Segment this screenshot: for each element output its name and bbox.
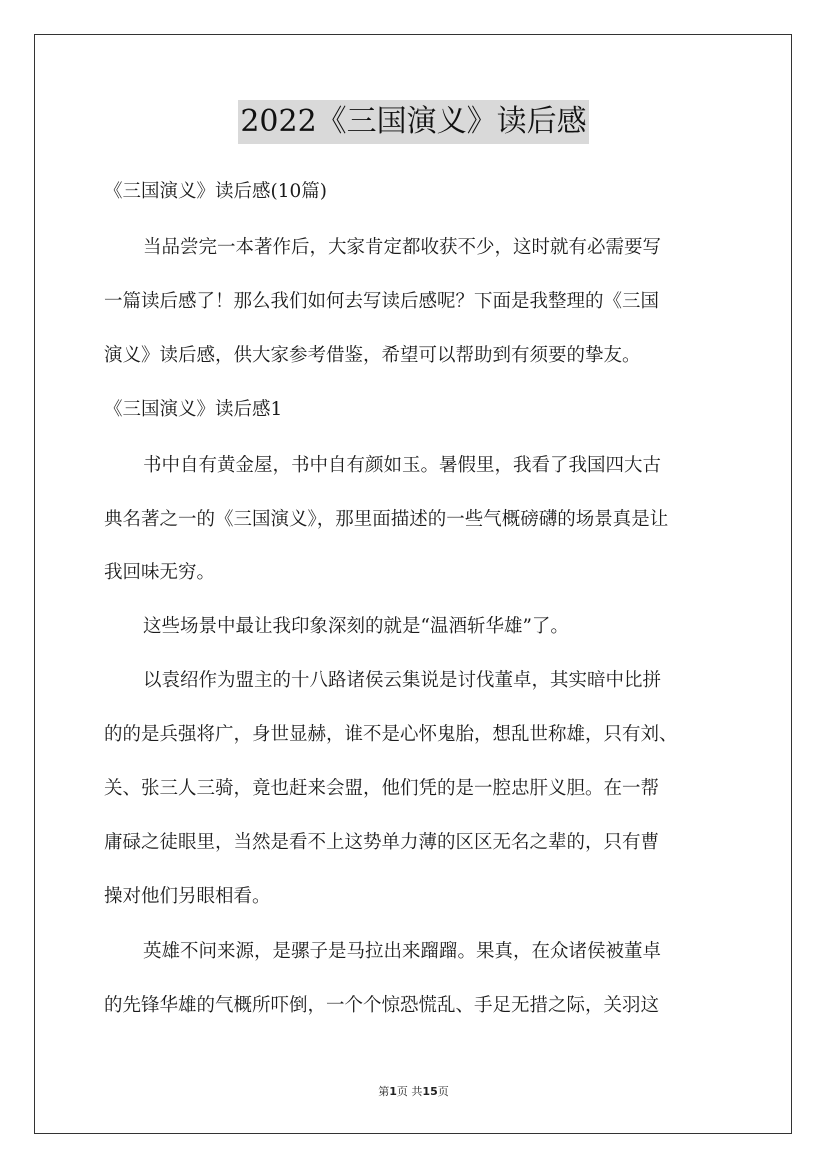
intro-line-2: 一篇读后感了！那么我们如何去写读后感呢？下面是我整理的《三国: [104, 291, 660, 312]
body-line-3: 我回味无穷。: [104, 562, 216, 583]
document-title: 2022《三国演义》读后感: [238, 100, 588, 144]
body-line-10: 英雄不问来源，是骡子是马拉出来蹓蹓。果真，在众诸侯被董卓: [143, 941, 662, 962]
footer-current-page: 1: [389, 1085, 397, 1098]
intro-line-1: 当品尝完一本著作后，大家肯定都收获不少，这时就有必需要写: [143, 237, 662, 258]
title-container: [0, 100, 827, 144]
footer-suffix: 页: [437, 1085, 449, 1098]
body-line-8: 庸碌之徒眼里，当然是看不上这势单力薄的区区无名之辈的，只有曹: [104, 832, 660, 853]
body-line-6: 的的是兵强将广，身世显赫，谁不是心怀鬼胎，想乱世称雄，只有刘、: [104, 724, 678, 745]
body-line-4: 这些场景中最让我印象深刻的就是“温酒斩华雄”了。: [143, 616, 569, 637]
body-line-2: 典名著之一的《三国演义》，那里面描述的一些气概磅礴的场景真是让: [104, 509, 669, 530]
body-line-11: 的先锋华雄的气概所吓倒，一个个惊恐慌乱、手足无措之际，关羽这: [104, 995, 660, 1016]
body-line-7: 关、张三人三骑，竟也赶来会盟，他们凭的是一腔忠肝义胆。在一帮: [104, 778, 660, 799]
document-subtitle: 《三国演义》读后感(10篇): [104, 181, 327, 202]
section-heading: 《三国演义》读后感1: [104, 399, 283, 420]
page-footer: [0, 1083, 827, 1099]
intro-line-3: 演义》读后感，供大家参考借鉴，希望可以帮助到有须要的挚友。: [104, 345, 641, 366]
footer-mid: 页 共: [396, 1085, 423, 1098]
body-line-9: 操对他们另眼相看。: [104, 886, 271, 907]
body-line-5: 以袁绍作为盟主的十八路诸侯云集说是讨伐董卓，其实暗中比拼: [143, 670, 662, 691]
footer-total-pages: 15: [422, 1085, 438, 1098]
footer-prefix: 第: [378, 1085, 390, 1098]
body-line-1: 书中自有黄金屋，书中自有颜如玉。暑假里，我看了我国四大古: [143, 455, 662, 476]
